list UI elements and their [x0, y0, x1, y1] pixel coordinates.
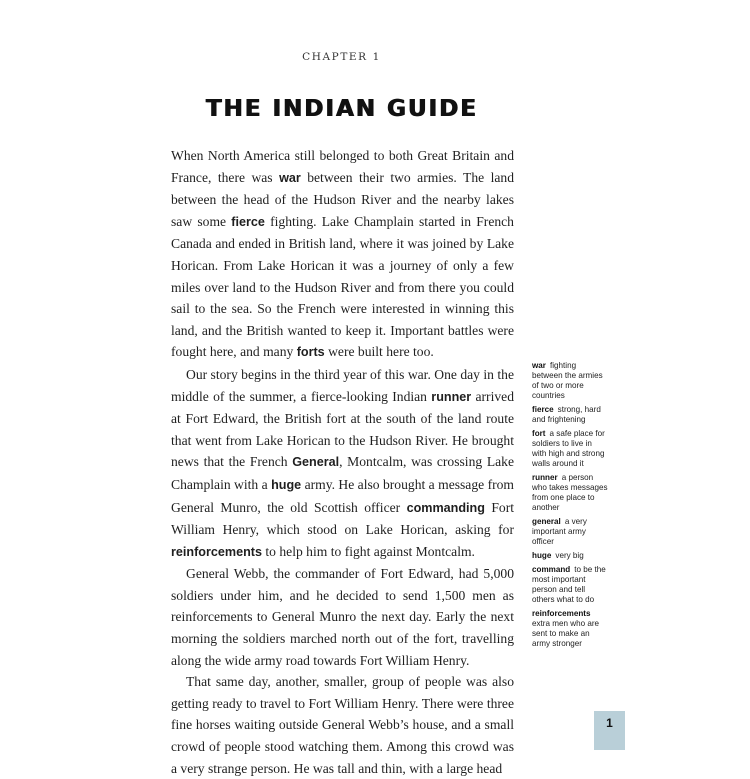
story-paragraph [171, 563, 514, 671]
story-paragraph [171, 145, 514, 364]
glossary-term: command [532, 565, 571, 574]
glossary-term: huge [532, 551, 552, 560]
chapter-label: CHAPTER 1 [302, 51, 381, 63]
glossary-word: forts [296, 345, 325, 360]
text-run: to help him to fight against Montcalm. [262, 543, 475, 559]
glossary-entry [532, 405, 608, 425]
glossary-entry [532, 517, 608, 547]
story-paragraph [171, 364, 514, 563]
text-run: were built here too. [324, 344, 434, 360]
text-run: between their two armies. The land between the head of the Hudson River and the nearby lakes saw some [171, 169, 515, 229]
glossary-term: war [532, 361, 546, 370]
text-run: , Montcalm, was crossing Lake Champlain with a [171, 454, 514, 492]
glossary-term: fierce [532, 405, 554, 414]
glossary-word: runner [431, 389, 472, 404]
glossary-definition: extra men who are sent to make an army stronger [532, 619, 600, 648]
text-run: Fort William Henry, which stood on Lake Horican, asking for [171, 499, 514, 538]
glossary-word: commanding [406, 500, 485, 515]
glossary-definition: a safe place for soldiers to live in with high and strong walls around it [532, 429, 605, 468]
chapter-title: THE INDIAN GUIDE [205, 96, 478, 122]
glossary-definition: to be the most important person and tell others what to do [532, 565, 606, 604]
text-run: That same day, another, smaller, group of people was also getting ready to travel to Fort William Henry. There were three fine horses waiting outside General Webb’s house, and a small crowd of people stood watching them. Among this crowd was a very strange person. He was tall and thin, with a large head [171, 674, 514, 776]
glossary-term: general [532, 517, 561, 526]
text-run: Our story begins in the third year of this war. One day in the middle of the summer, a fierce-looking Indian [171, 366, 514, 404]
glossary-word: war [279, 170, 301, 185]
page-number: 1 [606, 716, 613, 730]
page-number-tab [594, 711, 625, 750]
glossary-definition: fighting between the armies of two or more countries [532, 361, 603, 400]
glossary-definition: very big [555, 551, 584, 560]
glossary-entry [532, 609, 608, 649]
glossary-entry [532, 473, 608, 513]
story-paragraph [171, 671, 514, 779]
glossary-sidebar [532, 361, 608, 653]
glossary-term: runner [532, 473, 558, 482]
text-run: General Webb, the commander of Fort Edward, had 5,000 soldiers under him, and he decided to send 1,500 men as reinforcements to General Munro the next day. Early the next morning the soldiers marched north out of the fort, travelling along the wide army road towards Fort William Henry. [171, 566, 514, 668]
glossary-entry [532, 551, 608, 561]
glossary-entry [532, 565, 608, 605]
glossary-word: fierce [231, 214, 265, 229]
glossary-entry [532, 429, 608, 469]
glossary-definition: strong, hard and frightening [532, 405, 601, 424]
story-body [171, 145, 514, 779]
glossary-entry [532, 361, 608, 401]
glossary-definition: a person who takes messages from one place to another [532, 473, 608, 512]
text-run: When North America still belonged to both Great Britain and France, there was [171, 148, 514, 185]
glossary-word: General [292, 455, 340, 470]
text-run: arrived at Fort Edward, the British fort at the south of the land route that went from Lake Horican to the Hudson River. He brought news that the French [171, 388, 514, 470]
glossary-word: huge [271, 477, 302, 492]
glossary-word: reinforcements [171, 544, 262, 559]
glossary-term: fort [532, 429, 546, 438]
text-run: army. He also brought a message from General Munro, the old Scottish officer [171, 476, 514, 515]
glossary-term: reinforcements [532, 609, 591, 618]
text-run: fighting. Lake Champlain started in French Canada and ended in British land, where it was joined by Lake Horican. From Lake Horican it was a journey of only a few miles over land to the Hudson River and from there you could sail to the sea. So the French were interested in winning this land, and the British wanted to keep it. Important battles were fought here, and many [171, 213, 514, 360]
glossary-definition: a very important army officer [532, 517, 587, 546]
